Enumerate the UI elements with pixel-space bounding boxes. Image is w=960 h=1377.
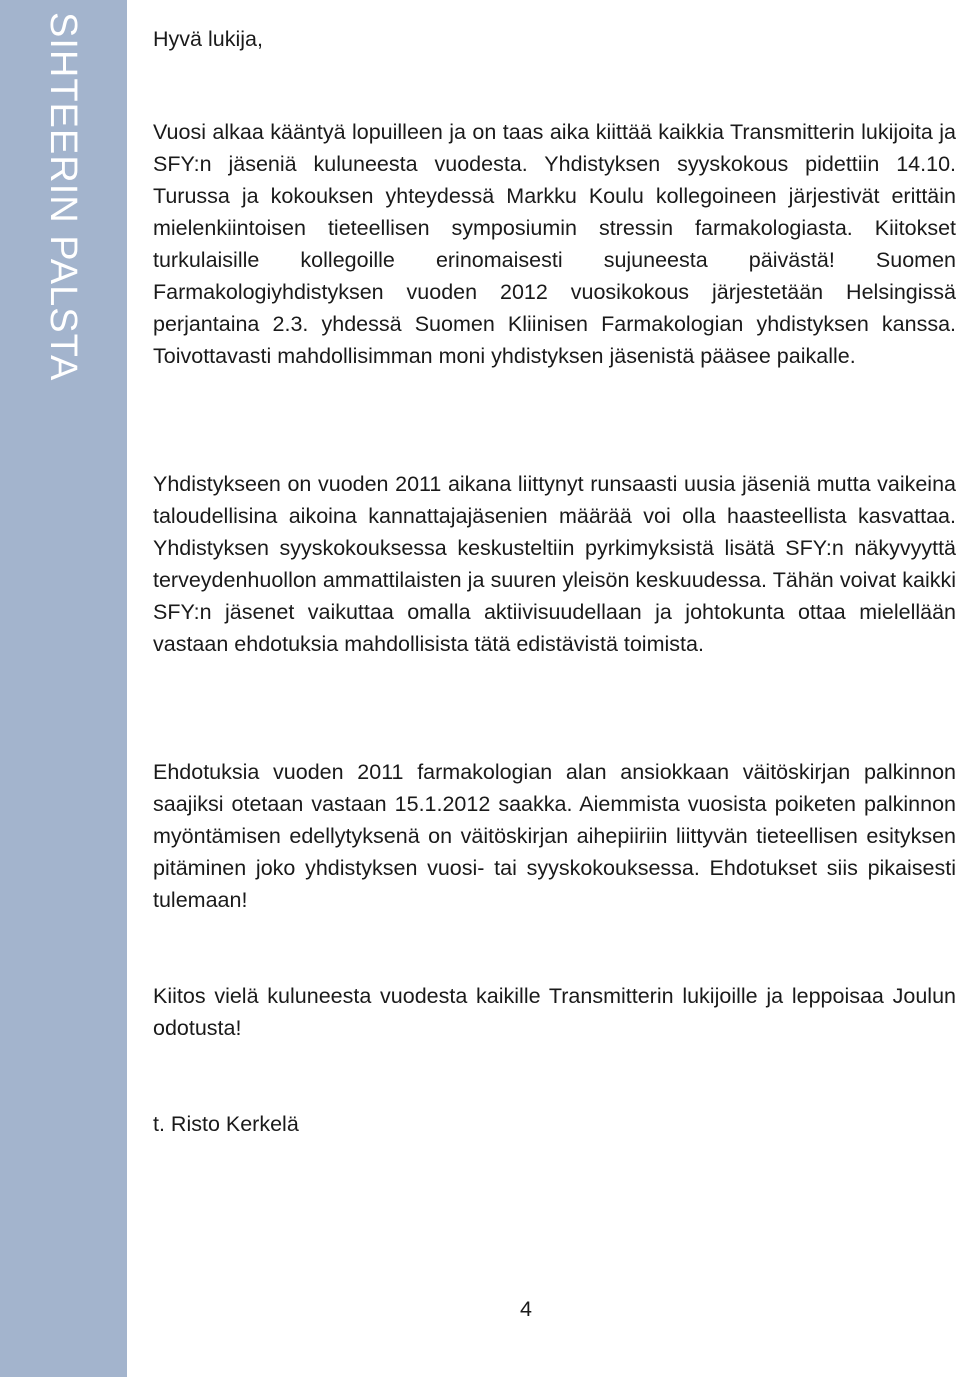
paragraph-4: Kiitos vielä kuluneesta vuodesta kaikille Transmitterin lukijoille ja leppoisaa Joulun odotusta! — [153, 984, 956, 1040]
greeting: Hyvä lukija, — [153, 27, 263, 51]
paragraph-3: Ehdotuksia vuoden 2011 farmakologian alan ansiokkaan väitöskirjan palkinnon saajiksi otetaan vastaan 15.1.2012 saakka. Aiemmista vuosista poiketen palkinnon myöntämisen edellytyksenä on väitöskirjan aihepiiriin liittyvän tieteellisen esityksen pitäminen joko yhdistyksen vuosi- tai syyskokouksessa. Ehdotukset siis pikaisesti tulemaan! — [153, 760, 956, 912]
section-title: SIHTEERIN PALSTA — [42, 12, 84, 382]
sidebar-band — [0, 0, 127, 1377]
paragraph-1: Vuosi alkaa kääntyä lopuilleen ja on taas aika kiittää kaikkia Transmitterin lukijoita ja SFY:n jäseniä kuluneesta vuodesta. Yhdistyksen syyskokous pidettiin 14.10. Turussa ja kokouksen yhteydessä Markku Koulu kollegoineen järjestivät erittäin mielenkiintoisen tieteellisen symposiumin stressin farmakologiasta. Kiitokset turkulaisille kollegoille erinomaisesti sujuneesta päivästä! Suomen Farmakologiyhdistyksen vuoden 2012 vuosikokous järjestetään Helsingissä perjantaina 2.3. yhdessä Suomen Kliinisen Farmakologian yhdistyksen kanssa. Toivottavasti mahdollisimman moni yhdistyksen jäsenistä pääsee paikalle. — [153, 120, 956, 368]
paragraph-2: Yhdistykseen on vuoden 2011 aikana liittynyt runsaasti uusia jäseniä mutta vaikeina taloudellisina aikoina kannattajajäsenien määrää voi olla haasteellista kasvattaa. Yhdistyksen syyskokouksessa keskusteltiin pyrkimyksistä lisätä SFY:n näkyvyyttä terveydenhuollon ammattilaisten ja suuren yleisön keskuudessa. Tähän voivat kaikki SFY:n jäsenet vaikuttaa omalla aktiivisuudellaan ja johtokunta ottaa mielellään vastaan ehdotuksia mahdollisista tätä edistävistä toimista. — [153, 472, 956, 656]
signature: t. Risto Kerkelä — [153, 1112, 299, 1136]
page-number: 4 — [520, 1297, 532, 1321]
